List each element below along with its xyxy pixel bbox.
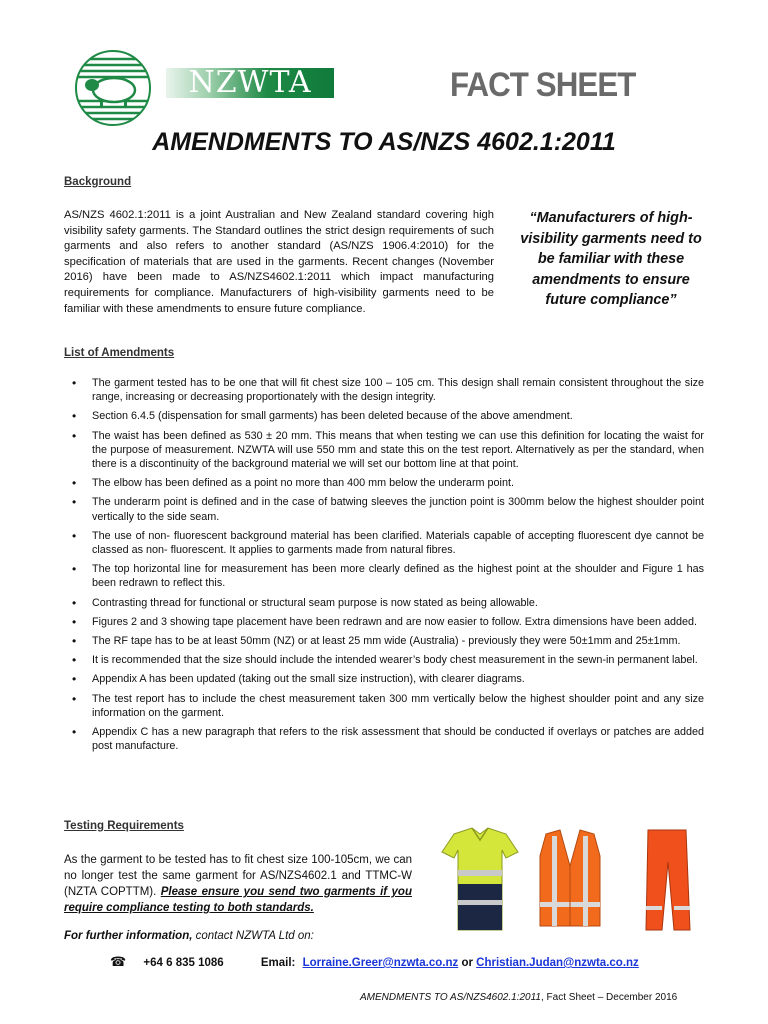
testing-paragraph	[64, 852, 412, 916]
list-item: • Appendix C has a new paragraph that refers to the risk assessment that should be conducted if overlays or patches are added post manufacture.	[64, 725, 704, 753]
list-item: • Section 6.4.5 (dispensation for small garments) has been deleted because of the above amendment.	[64, 409, 704, 423]
list-item: • Appendix A has been updated (taking out the small size instruction), with clearer diagrams.	[64, 672, 704, 686]
list-item: • The underarm point is defined and in the case of batwing sleeves the junction point is 300mm below the highest shoulder point vertically to the side seam.	[64, 495, 704, 523]
email-label: Email:	[260, 957, 296, 969]
list-item: • Figures 2 and 3 showing tape placement have been redrawn and are now easier to follow. Extra dimensions have been added.	[64, 615, 704, 629]
testing-heading: Testing Requirements	[64, 820, 184, 832]
fact-sheet-label: FACT SHEET	[450, 66, 636, 104]
list-item: • The garment tested has to be one that will fit chest size 100 – 105 cm. This design shall remain consistent throughout the size range, increasing or decreasing proportionately with the design integrity.	[64, 376, 704, 404]
email-link-lorraine[interactable]: Lorraine.Greer@nzwta.co.nz	[302, 957, 459, 969]
polo-shirt-icon	[442, 828, 518, 930]
vest-icon	[540, 830, 600, 926]
contact-row	[110, 954, 639, 970]
background-heading: Background	[64, 176, 132, 188]
amendments-heading: List of Amendments	[64, 347, 175, 359]
background-paragraph: AS/NZS 4602.1:2011 is a joint Australian and New Zealand standard covering high visibility safety garments. The Standard outlines the strict design requirements of such garments and also refers to another standard (AS/NZS 1906.4:2010) for the specification of materials that are used in the garments. Recent changes (November 2016) have been made to AS/NZS4602.1:2011 which impact manufacturing requirements for compliance. Manufacturers of high-visibility garments need to be familiar with these amendments to ensure future compliance.	[64, 209, 494, 315]
footer	[360, 992, 677, 1003]
further-information	[64, 930, 314, 942]
footer-title: AMENDMENTS TO AS/NZS4602.1:2011	[360, 992, 541, 1003]
phone-icon: ☎	[110, 954, 127, 969]
list-item: • The waist has been defined as 530 ± 20 mm. This means that when testing we can use this definition for locating the waist for the purpose of measurement. NZWTA will use 550 mm and state this on the test report. Alternatively as per the standard, when there is a discontinuity of the background material we will set our bottom line at that point.	[64, 429, 704, 472]
phone-number: +64 6 835 1086	[143, 957, 224, 969]
nzwta-logo-sheep-icon	[74, 49, 152, 127]
further-bold: For further information,	[64, 930, 193, 942]
list-item: • The top horizontal line for measurement has been more clearly defined as the highest point at the shoulder and Figure 1 has been redrawn to reflect this.	[64, 562, 704, 590]
amendments-list	[64, 376, 704, 758]
list-item: • The RF tape has to be at least 50mm (NZ) or at least 25 mm wide (Australia) - previously they were 50±1mm and 25±1mm.	[64, 634, 704, 648]
or-text: or	[461, 957, 473, 969]
page-title: AMENDMENTS TO AS/NZS 4602.1:2011	[152, 128, 616, 156]
list-item: • The use of non- fluorescent background material has been clarified. Materials capable of accepting fluorescent dye cannot be classed as non- fluorescent. It applies to garments made from natural fibres.	[64, 529, 704, 557]
email-link-christian[interactable]: Christian.Judan@nzwta.co.nz	[476, 957, 639, 969]
testing-emphasis: Please ensure you send two garments if you require compliance testing to both standards.	[64, 886, 412, 914]
list-item: • It is recommended that the size should include the intended wearer’s body chest measurement in the sewn-in permanent label.	[64, 653, 704, 667]
list-item: • Contrasting thread for functional or structural seam purpose is now stated as being allowable.	[64, 596, 704, 610]
list-item: • The test report has to include the chest measurement taken 300 mm vertically below the highest shoulder point and any size information on the garment.	[64, 692, 704, 720]
footer-rest: , Fact Sheet – December 2016	[541, 992, 678, 1003]
logo-text: NZWTA	[188, 65, 312, 100]
trousers-icon	[646, 830, 690, 930]
testing-text: As the garment to be tested has to fit chest size 100-105cm, we can no longer test the same garment for AS/NZS4602.1 and TTMC-W (NZTA COPTTM).	[64, 854, 412, 898]
hi-vis-garments-image	[436, 826, 706, 936]
further-rest: contact NZWTA Ltd on:	[192, 930, 314, 942]
list-item: • The elbow has been defined as a point no more than 400 mm below the underarm point.	[64, 476, 704, 490]
pull-quote: “Manufacturers of high-visibility garments need to be familiar with these amendments to ensure future compliance”	[520, 210, 702, 308]
